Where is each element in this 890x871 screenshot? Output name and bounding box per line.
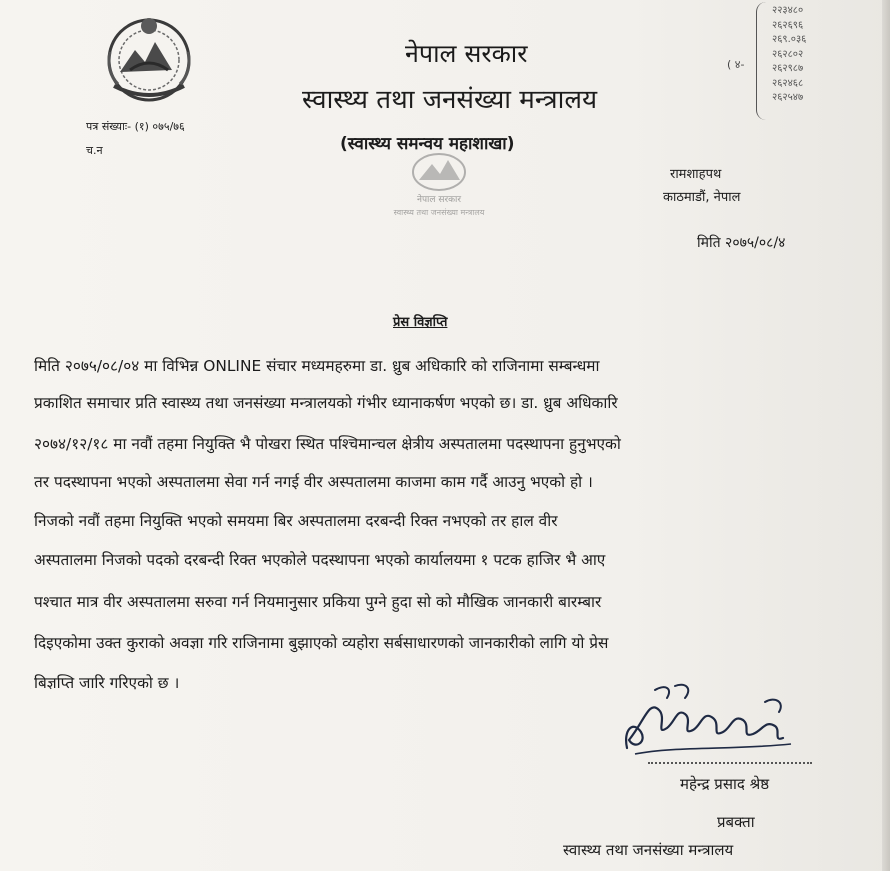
official-stamp xyxy=(384,150,494,220)
dispatch-number: च.न xyxy=(86,144,103,157)
phone-number: २६२६९६ xyxy=(772,19,804,31)
government-heading: नेपाल सरकार xyxy=(405,39,528,68)
body-line: अस्पतालमा निजको पदको दरबन्दी रिक्त भएकोले पदस्थापना भएको कार्यालयमा १ पटक हाजिर भै आए xyxy=(34,551,606,569)
phone-number: २६९.०३६ xyxy=(772,34,807,45)
signatory-role: प्रबक्ता xyxy=(717,813,755,831)
phone-list xyxy=(752,4,822,106)
phone-number: २६२४६८ xyxy=(772,77,804,89)
letter-date: मिति २०७५/०८/४ xyxy=(697,235,786,251)
phone-number: २६२९८७ xyxy=(772,63,804,74)
phone-number: २६२५४७ xyxy=(772,92,804,103)
signatory-organization: स्वास्थ्य तथा जनसंख्या मन्त्रालय xyxy=(563,841,734,859)
body-line: मिति २०७५/०८/०४ मा विभिन्न ONLINE संचार मध्यमहरुमा डा. ध्रुब अधिकारि को राजिनामा सम्बन्धमा xyxy=(34,357,600,375)
letter-number: पत्र संख्याः- (१) ०७५/७६ xyxy=(86,120,185,133)
stamp-line-2: स्वास्थ्य तथा जनसंख्या मन्त्रालय xyxy=(393,208,485,217)
division-heading: (स्वास्थ्य समन्वय महाशाखा) xyxy=(340,134,515,154)
ministry-heading: स्वास्थ्य तथा जनसंख्या मन्त्रालय xyxy=(302,85,598,115)
body-line: पश्चात मात्र वीर अस्पतालमा सरुवा गर्न नियमानुसार प्रकिया पुग्ने हुदा सो को मौखिक जानकारी बारम्बार xyxy=(34,593,602,611)
address-city: काठमाडौं, नेपाल xyxy=(663,190,741,205)
body-line: दिइएकोमा उक्त कुराको अवज्ञा गरि राजिनामा बुझाएको व्यहोरा सर्बसाधारणको जानकारीको लागि यो प्रेस xyxy=(34,634,609,652)
phone-number: २६२८०२ xyxy=(772,48,804,60)
stamp-line-1: नेपाल सरकार xyxy=(416,195,462,205)
handwritten-signature xyxy=(615,680,800,760)
page-edge-shadow xyxy=(882,0,890,871)
body-line: प्रकाशित समाचार प्रति स्वास्थ्य तथा जनसंख्या मन्त्रालयको गंभीर ध्यानाकर्षण भएको छ। डा. ध्रुब अधिकारि xyxy=(34,394,618,412)
signature-dotted-line xyxy=(648,762,812,764)
phone-number: २२३४८० xyxy=(772,5,804,16)
nepal-emblem-icon xyxy=(100,12,198,104)
body-line: बिज्ञप्ति जारि गरिएको छ । xyxy=(34,674,180,692)
signatory-name: महेन्द्र प्रसाद श्रेष्ठ xyxy=(680,775,770,793)
body-line: निजको नवौं तहमा नियुक्ति भएको समयमा बिर अस्पतालमा दरबन्दी रिक्त नभएको तर हाल वीर xyxy=(34,512,558,530)
address-street: रामशाहपथ xyxy=(670,167,722,182)
press-release-title: प्रेस विज्ञप्ति xyxy=(393,315,448,330)
body-line: २०७४/१२/१८ मा नवौं तहमा नियुक्ति भै पोखरा स्थित पश्चिमान्चल क्षेत्रीय अस्पतालमा पदस्थापना हुनुभएको xyxy=(34,435,621,453)
phone-prefix: ( ४- xyxy=(727,58,745,71)
body-line: तर पदस्थापना भएको अस्पतालमा सेवा गर्न नगई वीर अस्पतालमा काजमा काम गर्दै आउनु भएको हो । xyxy=(34,473,593,491)
